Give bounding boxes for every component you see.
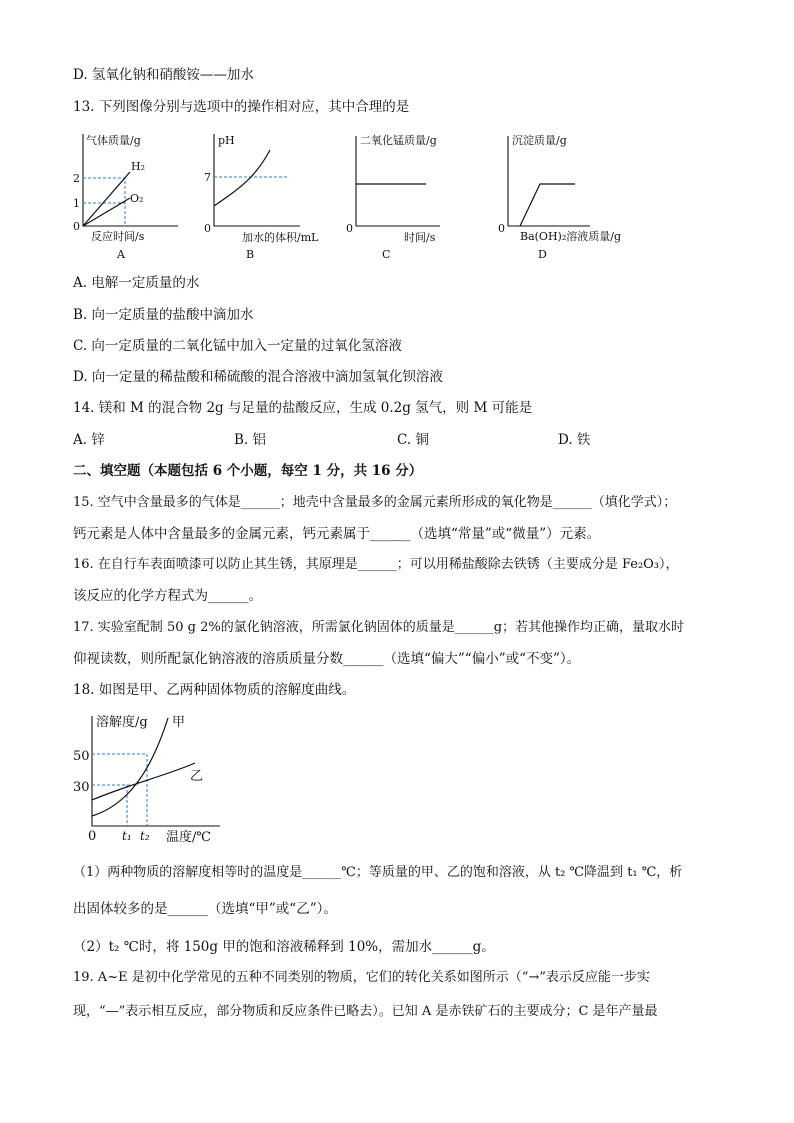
graph-a-ytick-2: 2 [73, 172, 80, 185]
graph-a-label-h2: H₂ [131, 160, 146, 173]
graph-a-ylabel: 气体质量/g [86, 134, 141, 147]
q18-ytick-50: 50 [73, 749, 90, 764]
graph-b-caption: B [246, 248, 255, 261]
q13-graphs [0, 128, 794, 278]
q13-option-b: B. 向一定质量的盐酸中滴加水 [73, 307, 254, 323]
q18-xtick-t2: t₂ [140, 829, 150, 843]
graph-d-xlabel: Ba(OH)₂溶液质量/g [520, 230, 621, 243]
section-2-heading: 二、填空题（本题包括 6 个小题，每空 1 分，共 16 分） [73, 463, 423, 479]
graph-c-ylabel: 二氧化锰质量/g [360, 134, 437, 147]
q18-label-jia: 甲 [172, 715, 186, 730]
graph-d-line [520, 184, 575, 226]
graph-d-axes [508, 136, 590, 226]
q15-line-2: 钙元素是人体中含量最多的金属元素，钙元素属于______（选填“常量”或“微量”）元素。 [73, 526, 601, 542]
graph-c-caption: C [382, 248, 391, 261]
q18-curve-jia [92, 718, 168, 816]
q18-xlabel: 温度/℃ [166, 830, 211, 845]
q14-option-b: B. 铝 [234, 432, 267, 448]
q14-option-a: A. 锌 [73, 432, 105, 448]
q16-line-1: 16. 在自行车表面喷漆可以防止其生锈，其原理是______；可以用稀盐酸除去铁锈（主要成分是 Fe₂O₃）， [73, 557, 679, 572]
graph-d-caption: D [538, 248, 547, 261]
graph-d [498, 133, 621, 261]
graph-a-axes [83, 134, 178, 226]
q15-line-1: 15. 空气中含量最多的气体是______；地壳中含量最多的金属元素所形成的氧化物是______（填化学式）； [73, 495, 677, 510]
q18-stem: 18. 如图是甲、乙两种固体物质的溶解度曲线。 [73, 682, 356, 698]
q13-option-a: A. 电解一定质量的水 [73, 275, 200, 291]
graph-b-axes [214, 134, 300, 226]
q14-option-d: D. 铁 [558, 432, 591, 448]
graph-b [204, 134, 319, 261]
graph-a-line-o2 [83, 198, 130, 226]
graph-c [346, 133, 440, 261]
q18-ytick-30: 30 [73, 780, 90, 795]
q17-line-2: 仰视读数，则所配氯化钠溶液的溶质质量分数______（选填“偏大”“偏小”或“不变”）。 [73, 651, 581, 667]
q17-line-1: 17. 实验室配制 50 g 2%的氯化钠溶液，所需氯化钠固体的质量是______g；若其他操作均正确，量取水时 [73, 620, 685, 635]
graph-a-caption: A [117, 248, 125, 261]
q18-xtick-t1: t₁ [122, 829, 132, 843]
graph-a-label-o2: O₂ [130, 192, 144, 205]
graph-c-ytick-0: 0 [346, 222, 353, 235]
graph-a-xlabel: 反应时间/s [91, 230, 145, 243]
q12-option-d: D. 氢氧化钠和硝酸铵——加水 [73, 67, 254, 83]
q13-option-d: D. 向一定量的稀盐酸和稀硫酸的混合溶液中滴加氢氧化钡溶液 [73, 369, 443, 385]
q18-ylabel: 溶解度/g [96, 715, 148, 730]
graph-a-ytick-0: 0 [73, 220, 80, 233]
q18-part-2: （2）t₂ ℃时，将 150g 甲的饱和溶液稀释到 10%，需加水______g。 [73, 939, 495, 955]
graph-a-ytick-1: 1 [73, 197, 80, 210]
q19-line-2: 现，“—”表示相互反应，部分物质和反应条件已略去）。已知 A 是赤铁矿石的主要成分；C 是年产量最 [73, 1004, 658, 1019]
graph-c-axes [356, 136, 440, 226]
q18-solubility-graph [70, 708, 230, 848]
q18-origin: 0 [88, 829, 97, 844]
graph-c-xlabel: 时间/s [404, 231, 436, 244]
graph-b-xlabel: 加水的体积/mL [242, 231, 319, 244]
q14-stem: 14. 镁和 M 的混合物 2g 与足量的盐酸反应，生成 0.2g 氢气，则 M 可能是 [73, 400, 533, 416]
q13-option-c: C. 向一定质量的二氧化锰中加入一定量的过氧化氢溶液 [73, 338, 402, 354]
q13-stem: 13. 下列图像分别与选项中的操作相对应，其中合理的是 [73, 99, 410, 115]
graph-d-ytick-0: 0 [498, 222, 505, 235]
graph-a-line-h2 [83, 172, 130, 226]
q18-part-1-line-2: 出固体较多的是______（选填“甲”或“乙”）。 [73, 901, 337, 917]
graph-b-ylabel: pH [218, 134, 235, 147]
q18-curve-yi [92, 763, 195, 800]
graph-b-ytick-7: 7 [204, 171, 211, 184]
q18-part-1-line-1: （1）两种物质的溶解度相等时的温度是______℃；等质量的甲、乙的饱和溶液，从 t₂ ℃降温到 t₁ ℃，析 [73, 865, 683, 880]
graph-d-ylabel: 沉淀质量/g [512, 134, 567, 147]
graph-b-ytick-0: 0 [204, 222, 211, 235]
graph-a [73, 133, 178, 261]
graph-b-curve [214, 150, 270, 206]
q16-line-2: 该反应的化学方程式为______。 [73, 588, 262, 604]
q14-option-c: C. 铜 [397, 432, 429, 448]
q18-label-yi: 乙 [190, 769, 204, 784]
q19-line-1: 19. A~E 是初中化学常见的五种不同类别的物质，它们的转化关系如图所示（“→”表示反应能一步实 [73, 970, 650, 985]
